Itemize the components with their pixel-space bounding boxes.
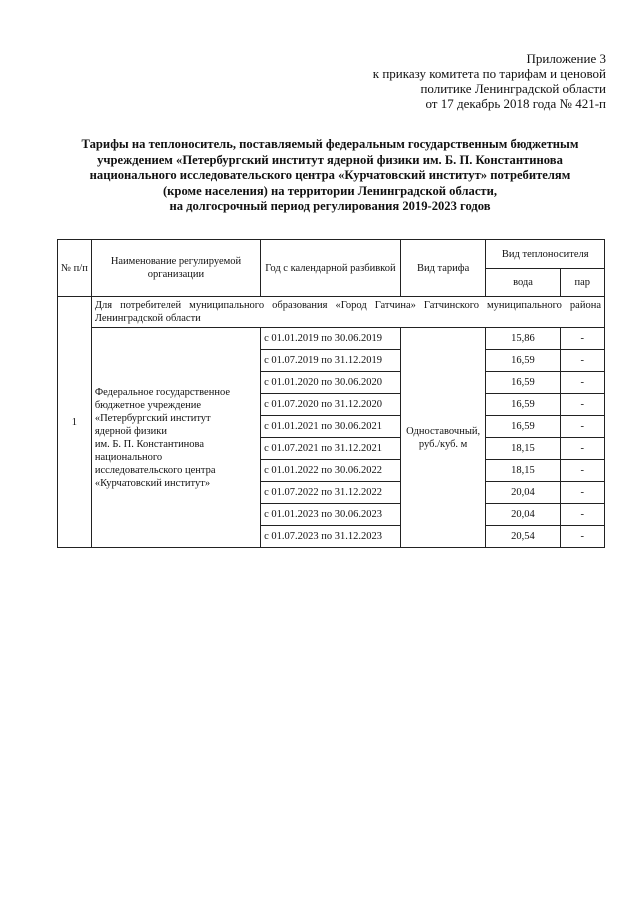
organization-line: национального: [94, 451, 163, 463]
section-description: Для потребителей муниципального образования «Город Гатчина» Гатчинского муниципального района Ленинградской области: [91, 297, 604, 328]
water-value: 16,59: [486, 394, 560, 416]
table-row: [58, 328, 605, 350]
period-cell: с 01.01.2021 по 30.06.2021: [261, 416, 401, 438]
organization-line: «Курчатовский институт»: [94, 477, 211, 489]
period-cell: с 01.01.2023 по 30.06.2023: [261, 504, 401, 526]
steam-value: -: [560, 394, 604, 416]
organization-line: бюджетное учреждение: [94, 399, 202, 411]
water-value: 20,04: [486, 504, 560, 526]
steam-value: -: [560, 438, 604, 460]
title-line: (кроме населения) на территории Ленинградской области,: [162, 183, 497, 198]
organization-line: им. Б. П. Константинова: [94, 438, 205, 450]
title-line: Тарифы на теплоноситель, поставляемый федеральным государственным бюджетным: [81, 137, 579, 151]
appendix-reference: [326, 51, 606, 111]
steam-value: -: [560, 350, 604, 372]
steam-value: -: [560, 460, 604, 482]
steam-value: -: [560, 504, 604, 526]
period-cell: с 01.01.2020 по 30.06.2020: [261, 372, 401, 394]
organization-line: Федеральное государственное: [94, 386, 230, 398]
water-value: 15,86: [486, 328, 560, 350]
title-line: на долгосрочный период регулирования 2019-2023 годов: [169, 199, 491, 213]
organization-line: исследовательского центра: [94, 464, 216, 476]
header-steam: пар: [560, 269, 604, 297]
period-cell: с 01.01.2022 по 30.06.2022: [261, 460, 401, 482]
period-cell: с 01.07.2021 по 31.12.2021: [261, 438, 401, 460]
document-title: [60, 137, 600, 215]
organization-line: ядерной физики: [94, 425, 167, 437]
water-value: 16,59: [486, 416, 560, 438]
appendix-line: к приказу комитета по тарифам и ценовой: [372, 66, 606, 81]
period-cell: с 01.01.2019 по 30.06.2019: [261, 328, 401, 350]
water-value: 20,54: [486, 526, 560, 548]
water-value: 16,59: [486, 350, 560, 372]
organization-name: [91, 328, 260, 548]
row-number: 1: [58, 297, 92, 548]
period-cell: с 01.07.2019 по 31.12.2019: [261, 350, 401, 372]
title-line: национального исследовательского центра «Курчатовский институт» потребителям: [89, 168, 571, 182]
appendix-line: Приложение 3: [526, 51, 606, 66]
appendix-line: от 17 декабрь 2018 года № 421-п: [425, 96, 606, 111]
section-row: [58, 297, 605, 328]
header-period: Год с календарной разбивкой: [261, 240, 401, 297]
period-cell: с 01.07.2020 по 31.12.2020: [261, 394, 401, 416]
appendix-line: политике Ленинградской области: [420, 81, 606, 96]
period-cell: с 01.07.2023 по 31.12.2023: [261, 526, 401, 548]
title-line: учреждением «Петербургский институт ядерной физики им. Б. П. Константинова: [97, 152, 563, 167]
header-number: № п/п: [58, 240, 92, 297]
water-value: 18,15: [486, 438, 560, 460]
water-value: 16,59: [486, 372, 560, 394]
organization-line: «Петербургский институт: [94, 412, 211, 424]
tariff-type-cell: Одноставочный, руб./куб. м: [400, 328, 486, 548]
tariff-table: [57, 239, 605, 548]
steam-value: -: [560, 372, 604, 394]
steam-value: -: [560, 328, 604, 350]
steam-value: -: [560, 482, 604, 504]
water-value: 18,15: [486, 460, 560, 482]
header-water: вода: [486, 269, 560, 297]
water-value: 20,04: [486, 482, 560, 504]
header-organization: Наименование регулируемой организации: [91, 240, 260, 297]
steam-value: -: [560, 526, 604, 548]
header-heat-carrier: Вид теплоносителя: [486, 240, 605, 269]
period-cell: с 01.07.2022 по 31.12.2022: [261, 482, 401, 504]
header-tariff-type: Вид тарифа: [400, 240, 486, 297]
steam-value: -: [560, 416, 604, 438]
